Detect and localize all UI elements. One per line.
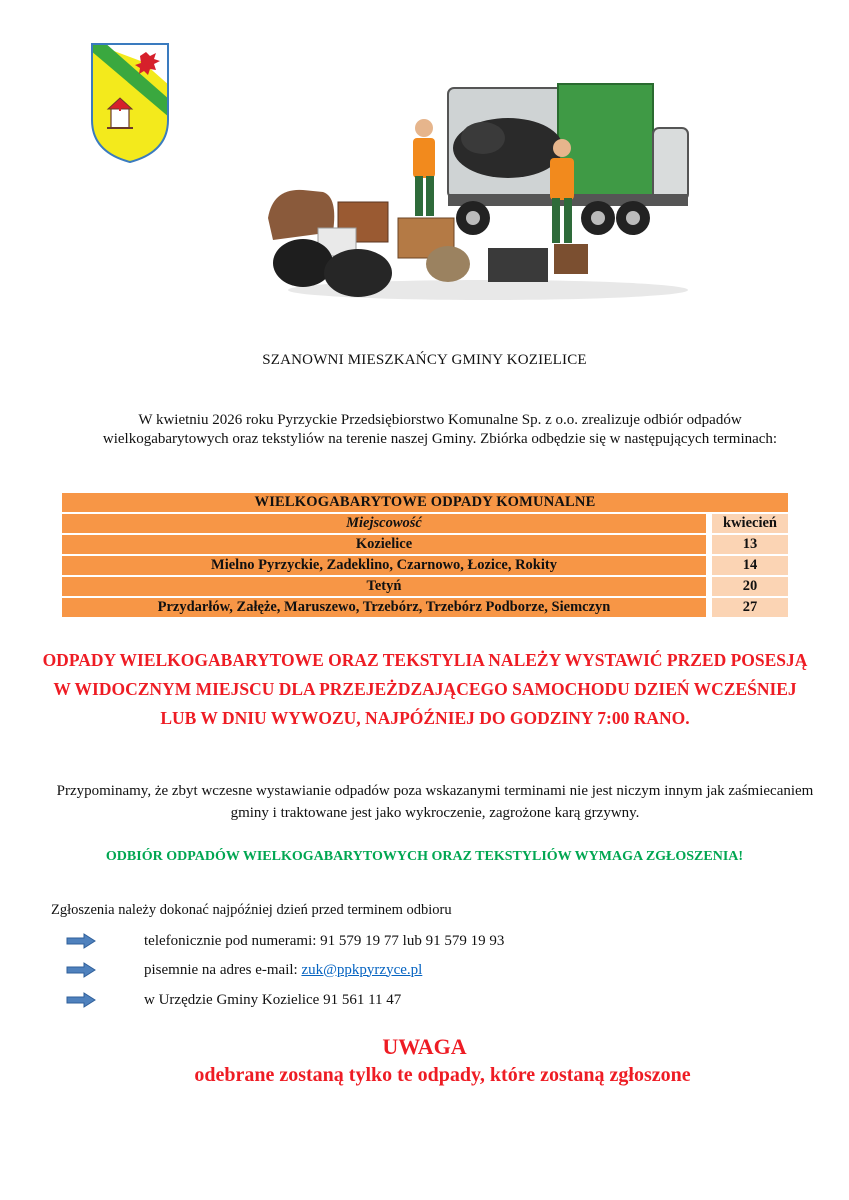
contact-phone-text: telefonicznie pod numerami: 91 579 19 77 lub 91 579 19 93 (144, 932, 505, 949)
place-cell: Mielno Pyrzyckie, Zadeklino, Czarnowo, Łozice, Rokity (62, 556, 706, 575)
column-month-header: kwiecień (712, 514, 788, 533)
schedule-table (62, 491, 788, 619)
uwaga-heading: UWAGA (382, 1034, 467, 1059)
garbage-truck-illustration (258, 68, 698, 306)
contact-email-prefix: pisemnie na adres e-mail: (144, 961, 302, 978)
table-row (62, 535, 788, 554)
day-cell: 14 (712, 556, 788, 575)
intro-paragraph: W kwietniu 2026 roku Pyrzyckie Przedsiębiorstwo Komunalne Sp. z o.o. zrealizuje odbiór odpadów wielkogabarytowych oraz tekstyliów na terenie naszej Gminy. Zbiórka odbędzie się w następujących terminach: (102, 412, 778, 447)
arrow-right-icon (66, 933, 96, 949)
contact-email (66, 959, 422, 981)
schedule-title: WIELKOGABARYTOWE ODPADY KOMUNALNE (62, 493, 788, 512)
contact-office-text: w Urzędzie Gminy Kozielice 91 561 11 47 (144, 991, 402, 1008)
deadline-text: Zgłoszenia należy dokonać najpóźniej dzień przed terminem odbioru (51, 902, 452, 918)
uwaga-text: odebrane zostaną tylko te odpady, które zostaną zgłoszone (194, 1064, 691, 1086)
arrow-right-icon (66, 962, 96, 978)
place-cell: Przydarłów, Załęże, Maruszewo, Trzebórz, Trzebórz Podborze, Siemczyn (62, 598, 706, 617)
place-cell: Tetyń (62, 577, 706, 596)
email-link[interactable]: zuk@ppkpyrzyce.pl (301, 961, 423, 978)
table-row (62, 577, 788, 596)
coat-of-arms-icon (90, 42, 170, 164)
day-cell: 27 (712, 598, 788, 617)
day-cell: 20 (712, 577, 788, 596)
column-place-header: Miejscowość (62, 514, 706, 533)
placement-warning: ODPADY WIELKOGABARYTOWE ORAZ TEKSTYLIA NALEŻY WYSTAWIĆ PRZED POSESJĄ W WIDOCZNYM MIEJSCU DLA PRZEJEŻDZAJĄCEGO SAMOCHODU DZIEŃ WCZEŚNIEJ LUB W DNIU WYWOZU, NAJPÓŹNIEJ DO GODZINY 7:00 RANO. (42, 650, 808, 728)
contact-phone (66, 930, 504, 952)
place-cell: Kozielice (62, 535, 706, 554)
table-row (62, 556, 788, 575)
day-cell: 13 (712, 535, 788, 554)
contact-office (66, 989, 401, 1011)
greeting: SZANOWNI MIESZKAŃCY GMINY KOZIELICE (262, 352, 587, 368)
reminder-paragraph: Przypominamy, że zbyt wczesne wystawianie odpadów poza wskazanymi terminami nie jest niczym innym jak zaśmiecaniem gminy i traktowane jest jako wykroczenie, zagrożone karą grzywny. (56, 783, 814, 821)
arrow-right-icon (66, 992, 96, 1008)
table-row (62, 598, 788, 617)
registration-notice: ODBIÓR ODPADÓW WIELKOGABARYTOWYCH ORAZ TEKSTYLIÓW WYMAGA ZGŁOSZENIA! (105, 849, 744, 864)
